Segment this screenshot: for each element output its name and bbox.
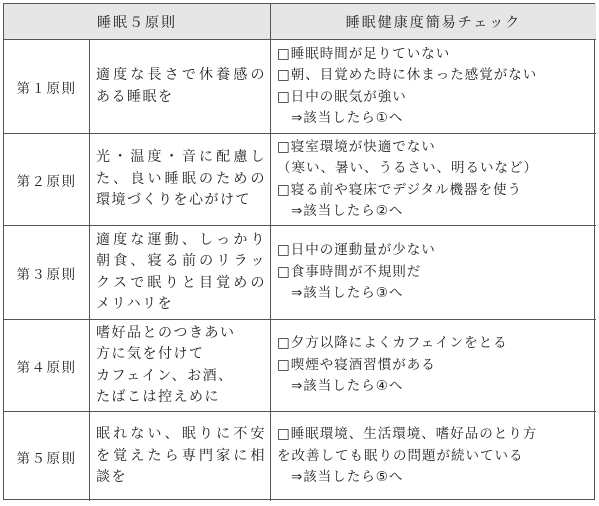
check-item: を改善しても眠りの問題が続いている	[277, 447, 524, 464]
rule-number: 第４原則	[4, 320, 90, 412]
checklist	[271, 226, 596, 320]
check-item: □日中の運動量が少ない	[277, 242, 436, 259]
rule-line: 方に気を付けて	[96, 346, 205, 362]
check-item: □寝室環境が快適でない	[277, 138, 436, 155]
check-result: ⇒該当したら③へ	[291, 285, 404, 302]
check-item: □睡眠環境、生活環境、嗜好品のとり方	[277, 426, 538, 443]
check-result: ⇒該当したら⑤へ	[291, 469, 404, 486]
check-item: □朝、目覚めた時に休まった感覚がない	[277, 67, 538, 83]
checklist	[271, 134, 596, 226]
rule-text: 眠れない、眠りに不安を覚えたら専門家に相談を	[90, 412, 271, 501]
rule-text: 光・温度・音に配慮した、良い睡眠のための環境づくりを心がけて	[90, 134, 271, 226]
rule-line: カフェイン、お酒、	[96, 367, 234, 384]
check-result: ⇒該当したら④へ	[291, 378, 404, 395]
check-item: □食事時間が不規則だ	[277, 263, 422, 280]
rule-number: 第２原則	[4, 134, 90, 226]
rules-header: 睡眠５原則	[4, 4, 271, 40]
rule-line: たばこは控えめに	[96, 389, 220, 405]
check-result: ⇒該当したら②へ	[291, 203, 404, 219]
rule-text: 適度な長さで休養感のある睡眠を	[90, 40, 271, 134]
rule-text: 適度な運動、しっかり朝食、寝る前のリラックスで眠りと目覚めのメリハリを	[90, 226, 271, 320]
check-item: （寒い、暑い、うるさい、明るいなど）	[277, 160, 538, 176]
check-item: □夕方以降によくカフェインをとる	[277, 335, 508, 352]
check-item: □寝る前や寝床でデジタル機器を使う	[277, 181, 522, 198]
rule-text	[90, 320, 271, 412]
check-item: □日中の眠気が強い	[277, 88, 407, 105]
check-result: ⇒該当したら①へ	[291, 110, 404, 126]
rule-number: 第１原則	[4, 40, 90, 134]
checklist	[271, 412, 596, 501]
checklist	[271, 320, 596, 412]
rule-number: 第５原則	[4, 412, 90, 501]
rule-line: 嗜好品とのつきあい	[96, 324, 236, 341]
sleep-principles-table	[3, 3, 595, 500]
check-item: □睡眠時間が足りていない	[277, 45, 451, 62]
check-item: □喫煙や寝酒習慣がある	[277, 356, 436, 373]
checklist	[271, 40, 596, 134]
rule-number: 第３原則	[4, 226, 90, 320]
check-header: 睡眠健康度簡易チェック	[271, 4, 596, 40]
